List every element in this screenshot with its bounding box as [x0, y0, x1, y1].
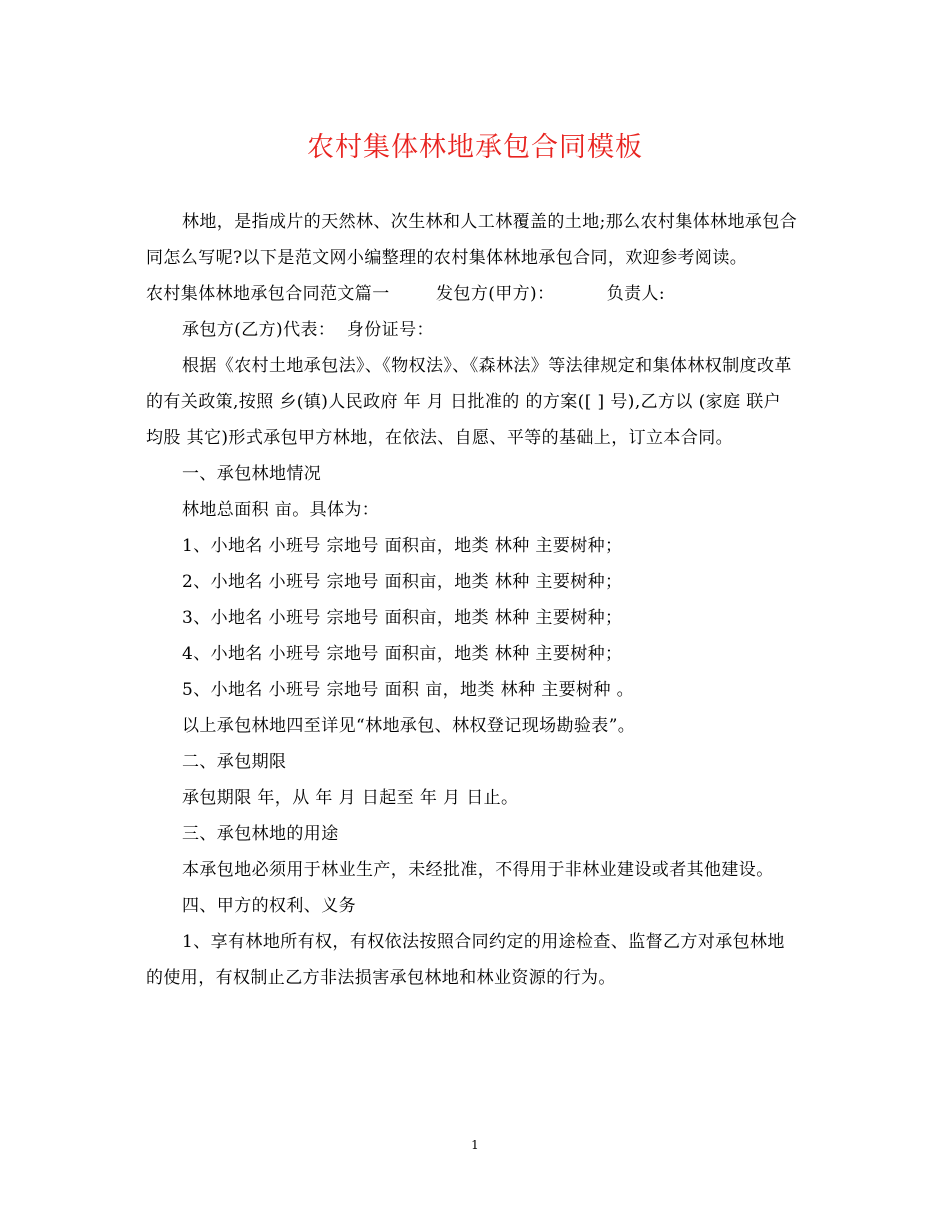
section-heading: 四、甲方的权利、义务: [182, 896, 356, 916]
party-b-line: 承包方(乙方)代表： 身份证号：: [182, 320, 434, 340]
land-use-paragraph: 本承包地必须用于林业生产，未经批准，不得用于非林业建设或者其他建设。: [182, 860, 774, 880]
document-title: 农村集体林地承包合同模板: [307, 132, 643, 163]
intro-paragraph: 林地，是指成片的天然林、次生林和人工林覆盖的土地;那么农村集体林地承包合同怎么写呢?以下是范文网小编整理的农村集体林地承包合同，欢迎参考阅读。: [146, 212, 798, 268]
section-heading: 一、承包林地情况: [182, 464, 322, 484]
page-number: 1: [471, 1138, 479, 1152]
section-heading: 三、承包林地的用途: [182, 824, 339, 844]
total-area-line: 林地总面积 亩。具体为：: [182, 500, 380, 520]
boundary-note: 以上承包林地四至详见“林地承包、林权登记现场勘验表”。: [182, 716, 636, 736]
contract-heading-line: 农村集体林地承包合同范文篇一 发包方(甲方)： 负责人:: [146, 284, 666, 304]
plot-item: 2、小地名 小班号 宗地号 面积亩，地类 林种 主要树种；: [182, 572, 623, 592]
plot-item: 5、小地名 小班号 宗地号 面积 亩，地类 林种 主要树种 。: [182, 680, 635, 700]
plot-item: 4、小地名 小班号 宗地号 面积亩，地类 林种 主要树种；: [182, 644, 623, 664]
basis-paragraph: 根据《农村土地承包法》、《物权法》、《森林法》等法律规定和集体林权制度改革的有关政策,按照 乡(镇)人民政府 年 月 日批准的 的方案([ ] 号),乙方以 (家庭 联户 均股 其它)形式承包甲方林地，在依法、自愿、平等的基础上，订立本合同。: [146, 356, 792, 448]
party-a-rights-paragraph: 1、享有林地所有权，有权依法按照合同约定的用途检查、监督乙方对承包林地的使用，有权制止乙方非法损害承包林地和林业资源的行为。: [146, 932, 785, 988]
section-heading: 二、承包期限: [182, 752, 287, 772]
plot-item: 1、小地名 小班号 宗地号 面积亩，地类 林种 主要树种；: [182, 536, 623, 556]
plot-item: 3、小地名 小班号 宗地号 面积亩，地类 林种 主要树种；: [182, 608, 623, 628]
term-line: 承包期限 年，从 年 月 日起至 年 月 日止。: [182, 788, 519, 808]
document-body: [146, 204, 802, 996]
